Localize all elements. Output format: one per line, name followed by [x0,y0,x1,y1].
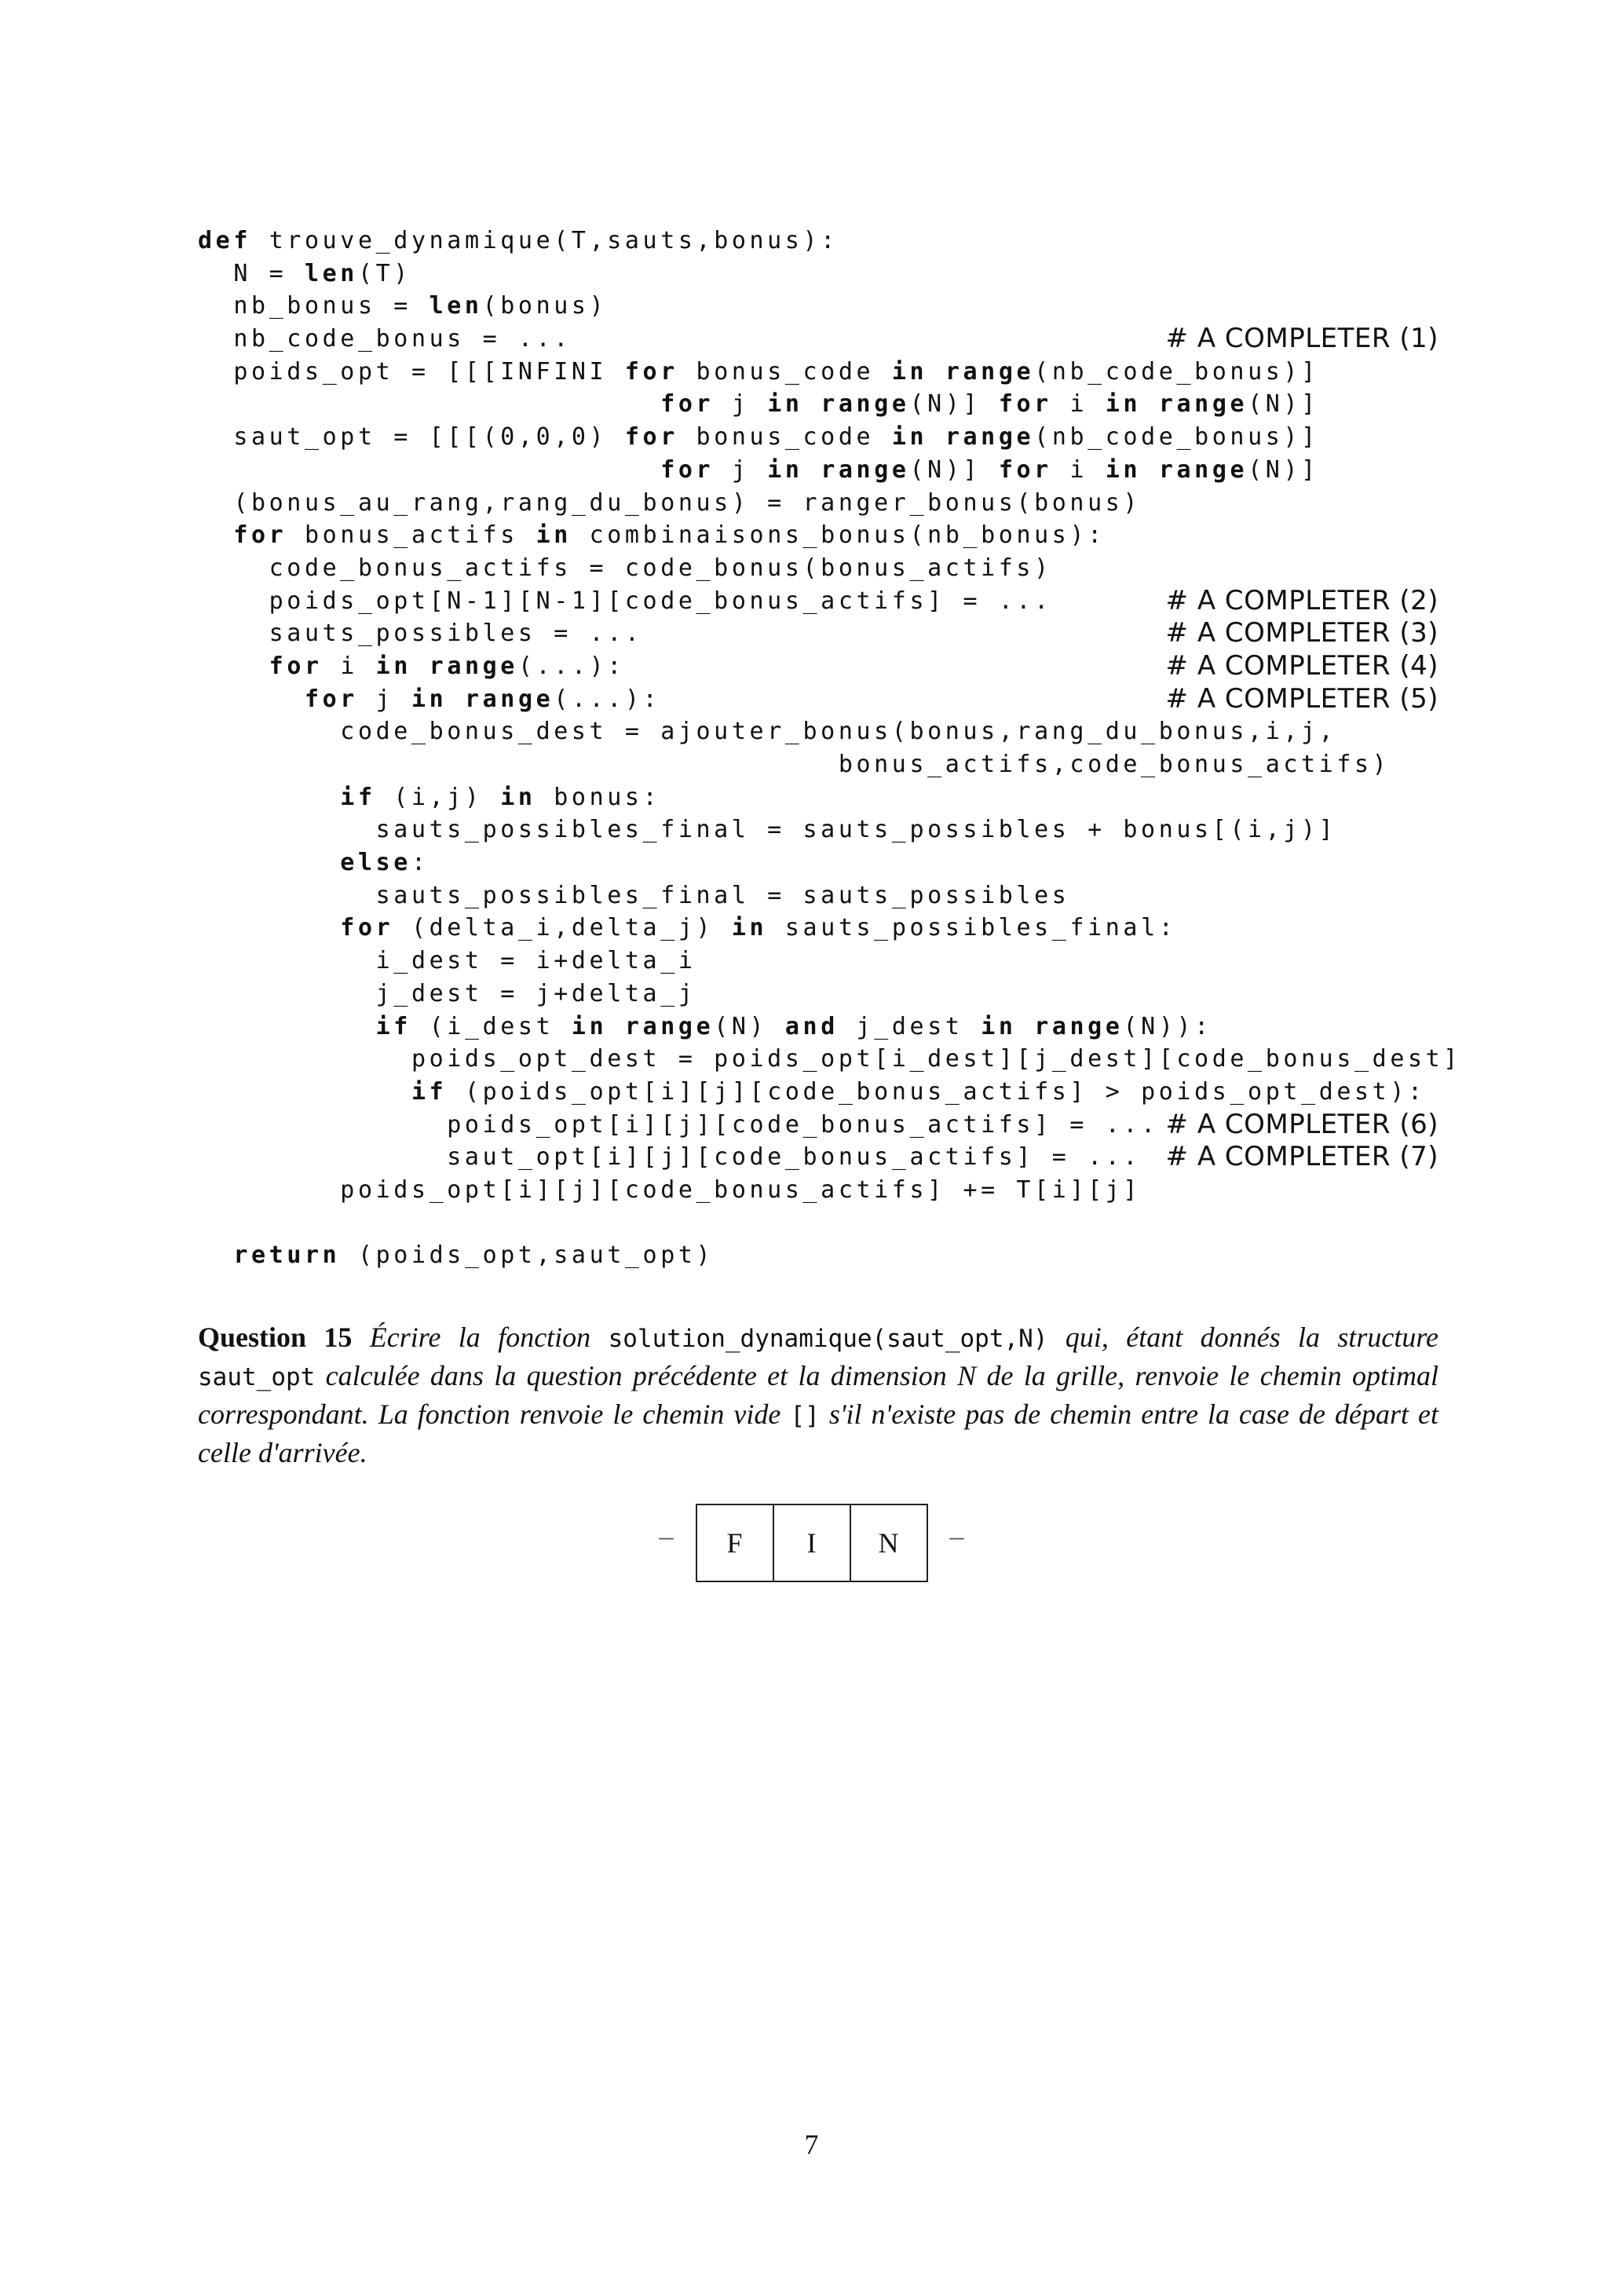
question-text-3: calculée dans la question précédente et la dimension N de la grille, renvoie le chemin optimal correspondant. La fonction renvoie le chemin vide [198,1360,1439,1430]
code-line [198,356,1438,389]
code-line [198,978,1438,1011]
code-text: for bonus_actifs in combinaisons_bonus(nb_bonus): [233,521,1106,550]
code-comment: # A COMPLETER (4) [1165,649,1438,682]
code-line [198,552,1438,585]
code-line [198,1043,1461,1076]
question-body [198,1322,1438,1468]
code-text: N = len(T) [198,259,411,287]
code-line [198,683,1438,716]
code-text: sauts_possibles_final = sauts_possibles + bonus[(i,j)] [198,816,1337,844]
page-number: 7 [804,2129,819,2160]
code-text: for j in range(...): [304,685,661,713]
code-line [198,1076,1438,1109]
code-text: for j in range(N)] for i in range(N)] [660,455,1319,484]
code-text: nb_code_bonus = ... [198,325,572,353]
code-line [198,879,1438,912]
variable-name: saut_opt [198,1363,316,1391]
code-line [198,813,1438,846]
code-comment: # A COMPLETER (3) [1165,617,1438,649]
code-text: sauts_possibles_final = sauts_possibles [198,881,1070,909]
code-text: poids_opt_dest = poids_opt[i_dest][j_dest][code_bonus_dest] [198,1045,1461,1073]
code-line [198,258,1438,291]
code-text: j_dest = j+delta_j [198,979,696,1007]
code-line [198,1174,1438,1207]
fin-dash-right: – [949,1520,964,1552]
fin-letter-f: F [726,1527,743,1559]
code-line [198,912,1438,945]
fin-boxes [696,1504,928,1582]
code-line [198,225,1438,258]
code-line [198,388,1438,421]
code-comment: # A COMPLETER (5) [1165,682,1438,715]
code-line [198,454,1438,487]
code-line [198,1109,1438,1142]
code-line [198,1207,1438,1240]
code-text: return (poids_opt,saut_opt) [233,1241,715,1270]
code-text: sauts_possibles = ... [198,620,643,648]
code-line [198,1239,1438,1272]
question-text-1: Écrire la fonction [369,1322,591,1353]
code-comment: # A COMPLETER (2) [1165,584,1438,616]
function-name: solution_dynamique(saut_opt,N) [608,1325,1048,1353]
empty-list: [] [790,1402,820,1430]
code-line [198,1141,1438,1174]
question-15 [198,1319,1438,1472]
code-line [198,290,1438,323]
code-text: if (i_dest in range(N) and j_dest in range(N)): [375,1012,1212,1040]
code-line [198,487,1438,520]
code-text: for (delta_i,delta_j) in sauts_possibles_final: [340,914,1177,942]
code-line [198,323,1438,356]
question-label: Question 15 [198,1322,353,1353]
code-text: code_bonus_dest = ajouter_bonus(bonus,rang_du_bonus,i,j, [198,718,1337,746]
question-text-2: qui, étant donnés la structure [1065,1322,1439,1353]
code-text: else: [340,849,430,877]
fin-dash-left: – [659,1520,674,1552]
code-comment: # A COMPLETER (1) [1165,323,1438,355]
code-text: def trouve_dynamique(T,sauts,bonus): [198,227,839,254]
code-text: for j in range(N)] for i in range(N)] [660,390,1319,419]
code-text: poids_opt[N-1][N-1][code_bonus_actifs] = ... [198,587,1052,615]
code-line [198,421,1438,454]
code-line [198,945,1438,978]
code-line [198,748,1438,781]
code-text: i_dest = i+delta_i [198,947,696,975]
code-text: code_bonus_actifs = code_bonus(bonus_actifs) [198,554,1052,582]
code-line [198,715,1438,748]
fin-letter-i: I [773,1505,850,1581]
code-text: saut_opt[i][j][code_bonus_actifs] = ... [198,1143,1142,1172]
code-text: if (poids_opt[i][j][code_bonus_actifs] > poids_opt_dest): [411,1077,1426,1106]
code-text: poids_opt = [[[INFINI for bonus_code in range(nb_code_bonus)] [198,357,1319,386]
code-text: bonus_actifs,code_bonus_actifs) [198,751,1391,778]
code-line [198,1011,1438,1044]
code-text: nb_bonus = len(bonus) [198,292,608,320]
code-line [198,846,1438,879]
code-line [198,585,1438,618]
code-line [198,650,1438,683]
question-text-4: s'il n'existe pas de chemin entre la case de départ et celle d'arrivée. [198,1398,1439,1468]
code-text: poids_opt[i][j][code_bonus_actifs] = ... [198,1110,1159,1139]
code-comment: # A COMPLETER (6) [1165,1108,1438,1140]
code-line [198,617,1438,650]
fin-banner [0,1504,1623,1582]
code-line [198,781,1438,814]
code-text: poids_opt[i][j][code_bonus_actifs] += T[i][j] [198,1175,1142,1204]
code-comment: # A COMPLETER (7) [1165,1141,1438,1173]
code-text: saut_opt = [[[(0,0,0) for bonus_code in range(nb_code_bonus)] [198,423,1319,452]
code-line [198,519,1438,552]
code-text: if (i,j) in bonus: [340,783,661,811]
code-text: (bonus_au_rang,rang_du_bonus) = ranger_bonus(bonus) [198,488,1142,517]
code-text: for i in range(...): [269,652,625,680]
code-listing [198,225,1461,1272]
fin-letter-n: N [850,1505,927,1581]
